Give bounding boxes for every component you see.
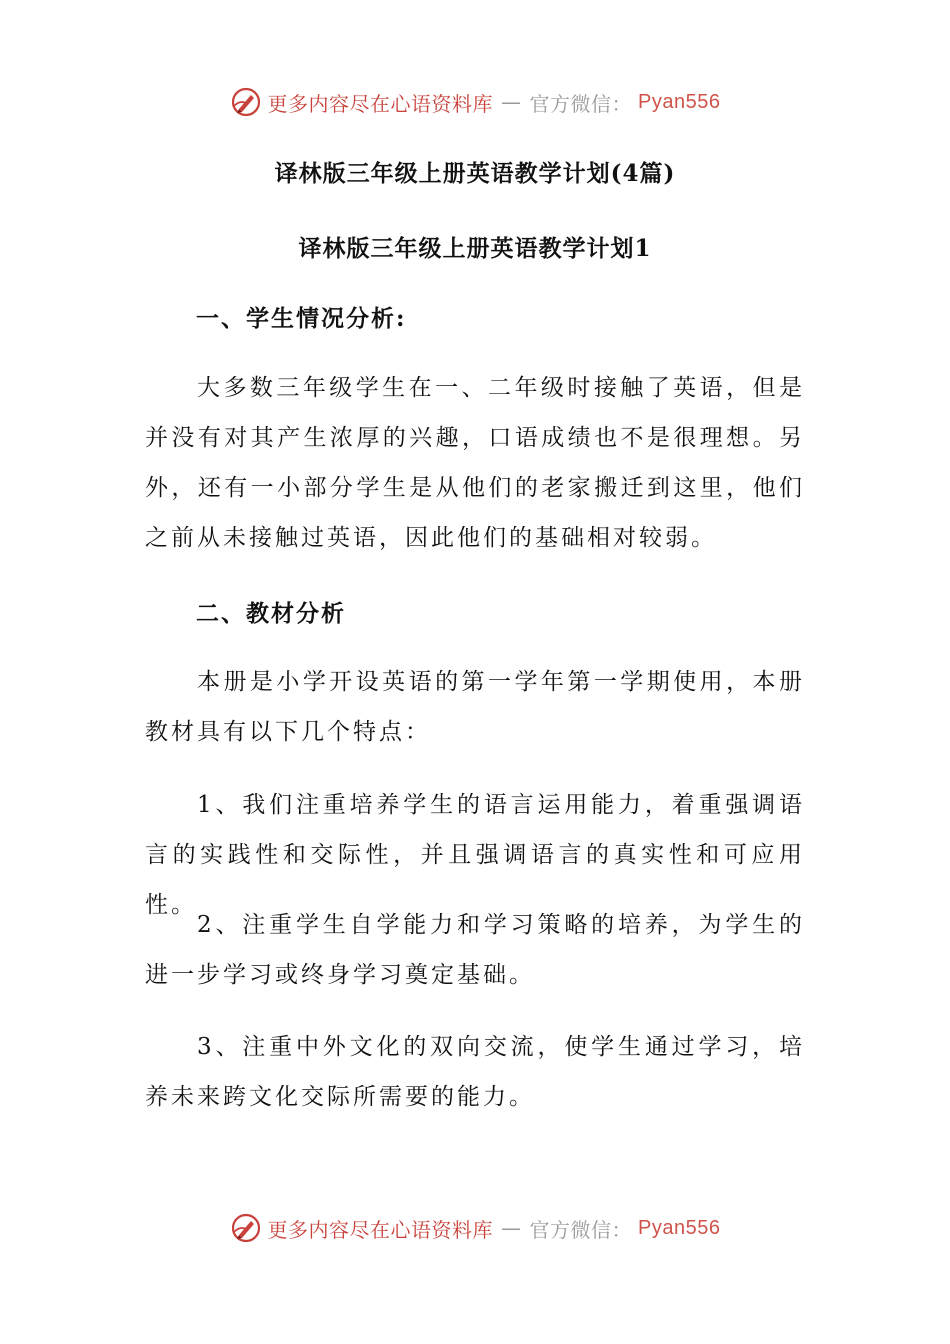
watermark-banner-top: [0, 82, 950, 122]
paragraph-student-analysis: 大多数三年级学生在一、二年级时接触了英语，但是并没有对其产生浓厚的兴趣，口语成绩也不是很理想。另外，还有一小部分学生是从他们的老家搬迁到这里，他们之前从未接触过英语，因此他们的基础相对较弱。: [145, 375, 805, 551]
watermark-banner-bottom: [0, 1208, 950, 1248]
watermark-id: Pyan556: [638, 1216, 721, 1239]
pen-logo-icon: [230, 1212, 262, 1244]
watermark-id: Pyan556: [638, 90, 721, 113]
watermark-separator: —: [501, 90, 522, 114]
watermark-label: 官方微信：: [529, 91, 633, 116]
paragraph-feature-3: 3、注重中外文化的双向交流，使学生通过学习，培养未来跨文化交际所需要的能力。: [145, 1034, 805, 1110]
watermark-separator: —: [501, 1216, 522, 1240]
watermark-label: 官方微信：: [529, 1217, 633, 1242]
section-heading-student-analysis: 一、学生情况分析:: [196, 305, 407, 332]
watermark-brand: 更多内容尽在心语资料库: [267, 1217, 494, 1242]
paragraph-feature-1: 1、我们注重培养学生的语言运用能力，着重强调语言的实践性和交际性，并且强调语言的真实性和可应用性。: [145, 792, 805, 918]
pen-logo-icon: [230, 86, 262, 118]
document-subtitle: 译林版三年级上册英语教学计划1: [298, 235, 652, 262]
document-title: 译林版三年级上册英语教学计划(4篇): [274, 160, 676, 187]
paragraph-feature-2: 2、注重学生自学能力和学习策略的培养，为学生的进一步学习或终身学习奠定基础。: [145, 912, 805, 988]
section-heading-textbook-analysis: 二、教材分析: [196, 600, 346, 627]
watermark-brand: 更多内容尽在心语资料库: [267, 91, 494, 116]
paragraph-textbook-intro: 本册是小学开设英语的第一学年第一学期使用，本册教材具有以下几个特点：: [145, 669, 805, 745]
